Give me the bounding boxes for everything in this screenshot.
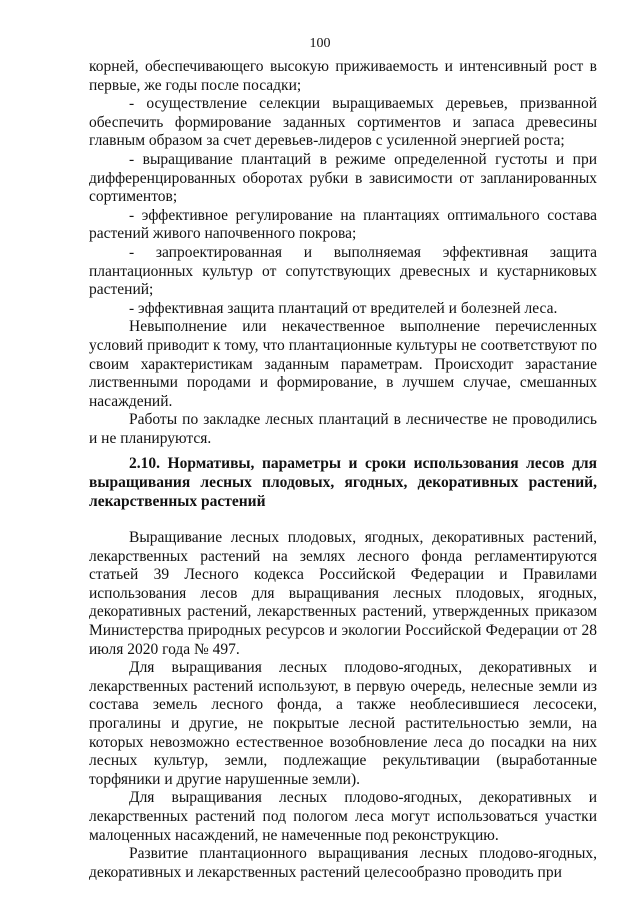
section-body — [89, 529, 597, 882]
paragraph: Невыполнение или некачественное выполнение перечисленных условий приводит к тому, что плантационные культуры не соответствуют по своим характеристикам заданным параметрам. Происходит зарастание лиственными породами и формирование, в лучшем случае, смешанных насаждений. — [89, 318, 597, 410]
paragraph: Работы по закладке лесных плантаций в лесничестве не проводились и не планируются. — [89, 411, 597, 447]
paragraph: Для выращивания лесных плодово-ягодных, декоративных и лекарственных растений под пологом леса могут использоваться участки малоценных насаждений, не намеченные под реконструкцию. — [89, 789, 597, 844]
page-number: 100 — [309, 36, 331, 51]
list-item: - эффективное регулирование на плантациях оптимального состава растений живого напочвенного покрова; — [89, 206, 597, 243]
paragraph: Развитие плантационного выращивания лесных плодово-ягодных, декоративных и лекарственных растений целесообразно проводить при — [89, 845, 597, 881]
list-item: - эффективная защита плантаций от вредителей и болезней леса. — [129, 299, 558, 317]
list-item: - осуществление селекции выращиваемых деревьев, призванной обеспечить формирование заданных сортиментов и запаса древесины главным образом за счет деревьев-лидеров с усиленной энергией роста; — [89, 95, 597, 150]
list-item: - запроектированная и выполняемая эффективная защита плантационных культур от сопутствующих древесных и кустарниковых растений; — [89, 243, 597, 299]
paragraph: Для выращивания лесных плодово-ягодных, декоративных и лекарственных растений используют, в первую очередь, нелесные земли из состава земель лесного фонда, а также необлесившиеся лесосеки, прогалины и другие, не покрытые лесной растительностью земли, на которых невозможно естественное возобновление леса до посадки на них лесных культур, земли, подлежащие рекультивации (выработанные торфяники и другие нарушенные земли). — [89, 659, 597, 788]
section-heading: 2.10. Нормативы, параметры и сроки использования лесов для выращивания лесных плодовых, ягодных, декоративных растений, лекарственных растений — [89, 455, 597, 510]
paragraph: корней, обеспечивающего высокую приживаемость и интенсивный рост в первые, же годы после посадки; — [89, 58, 597, 94]
list-item: - выращивание плантаций в режиме определенной густоты и при дифференцированных оборотах рубки в зависимости от запланированных сортиментов; — [89, 150, 597, 206]
paragraph: Выращивание лесных плодовых, ягодных, декоративных растений, лекарственных растений на землях лесного фонда регламентируются статьей 39 Лесного кодекса Российской Федерации и Правилами использования лесов для выращивания лесных плодовых, ягодных, декоративных растений, лекарственных растений, утвержденных приказом Министерства природных ресурсов и экологии Российской Федерации от 28 июля 2020 года № 497. — [89, 529, 597, 658]
top-text-block — [89, 58, 597, 448]
